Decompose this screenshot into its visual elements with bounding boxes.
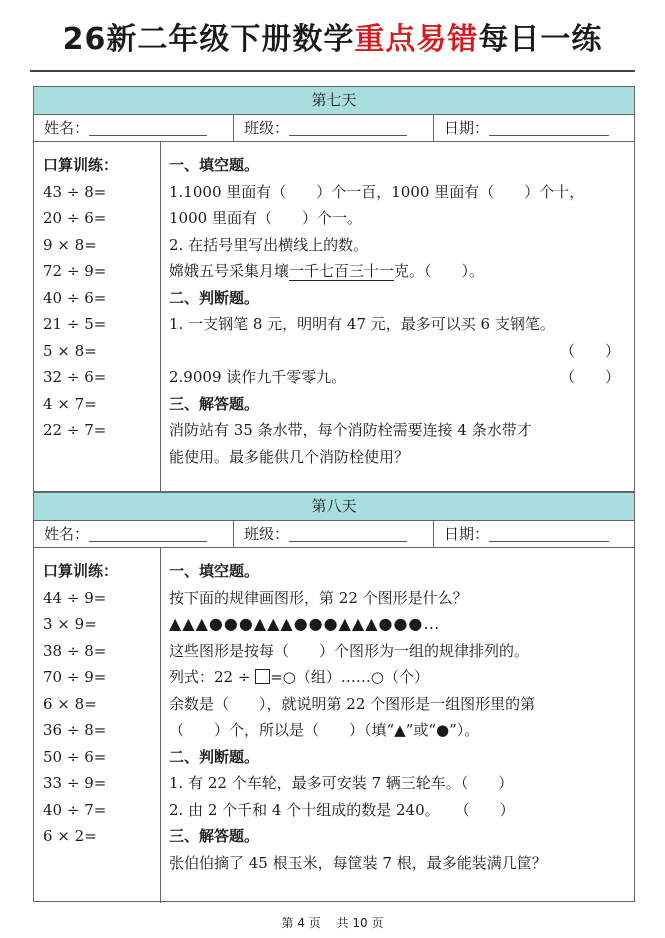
title-suffix: 每日一练 (478, 22, 603, 57)
oral-item: 21 ÷ 5= (43, 315, 107, 333)
day8-body (34, 548, 634, 903)
question-text: 消防站有 35 条水带，每个消防栓需要连接 4 条水带才 (169, 421, 532, 439)
oral-item: 72 ÷ 9= (43, 262, 107, 280)
answer-paren: （ ） (559, 368, 620, 386)
day8-info-row (34, 521, 634, 548)
question-text: 嫦娥五号采集月壤一千七百三十一克。（ ）。 (169, 262, 485, 280)
oral-item: 70 ÷ 9= (43, 668, 107, 686)
day8-section (33, 492, 635, 902)
oral-item: 3 × 9= (43, 615, 97, 633)
title-rule (30, 70, 635, 72)
oral-item: 38 ÷ 8= (43, 641, 107, 660)
oral-item: 22 ÷ 7= (43, 421, 107, 439)
question-text: 1.1000 里面有（ ）个一百，1000 里面有（ ）个十， (169, 182, 585, 201)
oral-item: 36 ÷ 8= (43, 721, 107, 739)
question-text: 按下面的规律画图形，第 22 个图形是什么？ (169, 588, 468, 607)
page-title (0, 14, 665, 58)
oral-item: 5 × 8= (43, 341, 97, 360)
question-text: 1000 里面有（ ）个一。 (169, 209, 362, 227)
day8-questions (161, 548, 634, 903)
class-field[interactable]: 班级： (234, 115, 434, 141)
name-field[interactable]: 姓名： (34, 115, 234, 141)
oral-item: 40 ÷ 6= (43, 288, 107, 307)
date-field[interactable]: 日期： (434, 115, 634, 141)
title-highlight: 重点易错 (354, 22, 479, 57)
question-text: 列式：22 ÷ =○（组）……○（个） (169, 668, 429, 686)
oral-item: 43 ÷ 8= (43, 182, 107, 201)
oral-item: 33 ÷ 9= (43, 774, 107, 792)
question-text: 1. 有 22 个车轮，最多可安装 7 辆三轮车。（ ） (169, 774, 514, 792)
oral-item: 6 × 2= (43, 827, 97, 845)
underlined-number: 一千七百三十一 (289, 262, 395, 280)
section-judge: 二、判断题。 (169, 747, 260, 766)
question-row: 2.9009 读作九千零零九。 （ ） (169, 364, 634, 391)
section-fill-blank: 一、填空题。 (169, 156, 260, 174)
day8-header: 第八天 (34, 493, 634, 521)
day7-oral-column (34, 142, 161, 493)
oral-item: 44 ÷ 9= (43, 588, 107, 607)
page-footer: 第 4 页 共 10 页 (281, 916, 384, 930)
day7-header: 第七天 (34, 87, 634, 115)
square-blank-icon (255, 669, 270, 684)
oral-item: 4 × 7= (43, 394, 97, 413)
day8-oral-column (34, 548, 161, 903)
question-text: 1. 一支钢笔 8 元，明明有 47 元，最多可以买 6 支钢笔。 (169, 315, 555, 333)
oral-item: 6 × 8= (43, 694, 97, 713)
answer-paren: （ ） (559, 341, 620, 360)
question-text: 这些图形是按每（ ）个图形为一组的规律排列的。 (169, 641, 530, 660)
class-field[interactable]: 班级： (234, 521, 434, 547)
day7-section (33, 86, 635, 492)
question-text: 能使用。最多能供几个消防栓使用？ (169, 447, 410, 466)
question-text: 2. 由 2 个千和 4 个十组成的数是 240。 （ ） (169, 800, 515, 819)
question-text: 2. 在括号里写出横线上的数。 (169, 235, 369, 254)
shape-pattern: ▲▲▲●●●▲▲▲●●●▲▲▲●●●… (169, 614, 441, 633)
question-text: 余数是（ ），就说明第 22 个图形是一组图形里的第 (169, 694, 536, 713)
oral-title: 口算训练： (43, 562, 119, 580)
oral-item: 20 ÷ 6= (43, 209, 107, 227)
name-field[interactable]: 姓名： (34, 521, 234, 547)
oral-title: 口算训练： (43, 156, 119, 174)
title-prefix: 26新二年级下册数学 (62, 22, 355, 57)
oral-item: 32 ÷ 6= (43, 368, 107, 386)
oral-item: 9 × 8= (43, 235, 97, 254)
oral-item: 40 ÷ 7= (43, 800, 107, 819)
day7-info-row (34, 115, 634, 142)
section-judge: 二、判断题。 (169, 288, 260, 307)
question-text: （ ）个，所以是（ ）（填“▲”或“●”）。 (169, 721, 480, 739)
date-field[interactable]: 日期： (434, 521, 634, 547)
oral-item: 50 ÷ 6= (43, 747, 107, 766)
section-solve: 三、解答题。 (169, 827, 260, 845)
section-solve: 三、解答题。 (169, 394, 260, 413)
question-text: 张伯伯摘了 45 根玉米，每筐装 7 根，最多能装满几筐？ (169, 853, 547, 872)
day7-questions (161, 142, 634, 493)
section-fill-blank: 一、填空题。 (169, 562, 260, 580)
day7-body (34, 142, 634, 493)
